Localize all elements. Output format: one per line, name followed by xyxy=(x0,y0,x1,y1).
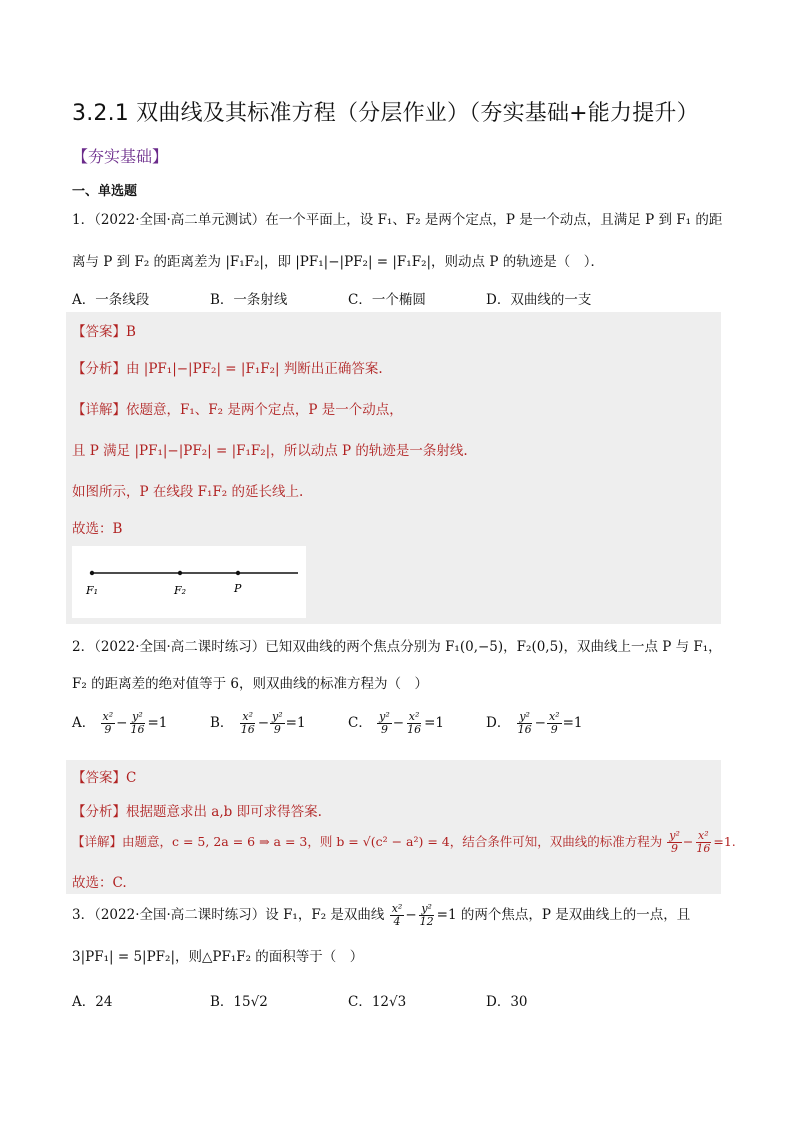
q3-eq-d1: 4 xyxy=(393,915,401,928)
sub-heading: 一、单选题 xyxy=(72,184,138,199)
q1-detail-text-3: 如图所示，P 在线段 F₁F₂ 的延长线上. xyxy=(72,484,304,500)
q1-ray-diagram xyxy=(72,546,306,618)
q1-option-d: D．双曲线的一支 xyxy=(486,292,592,308)
q2-detail: 【详解】由题意，c = 5, 2a = 6 ⇒ a = 3，则 b = √(c² − a²) = 4，结合条件可知，双曲线的标准方程为 $\frac{\text{y²}}{9}$ − $\frac{\text{x²}}{16}$ =1. xyxy=(72,829,736,855)
question-2-line-2: F₂ 的距离差的绝对值等于 6，则双曲线的标准方程为（ ） xyxy=(72,676,428,692)
q2-option-c: C． $\frac{\text{y²}}{9}$ − $\frac{\text{x²}}{16}$ =1 xyxy=(348,710,444,736)
page-title: 3.2.1 双曲线及其标准方程（分层作业）（夯实基础+能力提升） xyxy=(72,101,699,126)
q2-option-d-frac-2 xyxy=(547,711,562,736)
q2-detail-n2: x² xyxy=(698,829,709,842)
q2-option-b-frac-2 xyxy=(270,711,285,736)
q1-analysis xyxy=(72,357,383,377)
q1-analysis-tag: 【分析】 xyxy=(72,361,126,377)
label-p: P xyxy=(234,582,242,595)
q2-analysis xyxy=(72,800,322,820)
q3-eq-frac-2 xyxy=(418,903,436,928)
q1-answer-value: B xyxy=(126,324,136,340)
q2-detail-d2: 16 xyxy=(696,842,711,855)
q3-option-a: A．24 xyxy=(72,994,113,1010)
q2-a-n2: y² xyxy=(132,710,143,723)
q2-detail-frac-2 xyxy=(694,830,712,855)
q1-detail-text-1: 依题意，F₁、F₂ 是两个定点，P 是一个动点， xyxy=(126,402,403,418)
question-3-line-1b: 的两个焦点，P 是双曲线上的一点，且 xyxy=(460,907,691,923)
q2-b-n2: y² xyxy=(272,710,283,723)
q1-option-a: A．一条线段 xyxy=(72,292,150,308)
q2-option-a-frac-1 xyxy=(101,711,116,736)
q2-c-n2: x² xyxy=(408,710,420,723)
q2-detail-rhs: =1. xyxy=(713,834,736,849)
question-3-line-1a: 3．（2022·全国·高二课时练习）设 F₁，F₂ 是双曲线 xyxy=(72,907,385,923)
q3-eq-rhs: =1 xyxy=(436,907,457,923)
q3-eq-n1: x² xyxy=(391,902,403,915)
q2-a-d2: 16 xyxy=(130,723,145,736)
question-3-line-2: 3|PF₁| = 5|PF₂|，则△PF₁F₂ 的面积等于（ ） xyxy=(72,949,364,965)
q2-analysis-tag: 【分析】 xyxy=(72,804,126,820)
q1-answer-tag: 【答案】 xyxy=(72,324,126,340)
q1-answer xyxy=(72,320,136,340)
q2-d-n2: x² xyxy=(548,710,560,723)
q2-option-d-frac-1 xyxy=(516,711,534,736)
q2-solution-panel xyxy=(66,760,721,894)
q2-d-d1: 16 xyxy=(517,723,532,736)
q2-d-n1: y² xyxy=(519,710,530,723)
q3-option-c: C．12√3 xyxy=(348,994,407,1010)
q2-answer-value: C xyxy=(126,770,137,786)
q2-b-d2: 9 xyxy=(273,723,281,736)
q2-option-c-frac-2 xyxy=(405,711,423,736)
q1-analysis-text: 由 |PF₁|−|PF₂| = |F₁F₂| 判断出正确答案. xyxy=(126,361,383,377)
q2-option-c-frac-1 xyxy=(377,711,392,736)
q2-detail-tag: 【详解】 xyxy=(72,834,123,849)
q2-option-d: D． $\frac{\text{y²}}{16}$ − $\frac{\text{x²}}{9}$ =1 xyxy=(486,710,583,736)
q2-c-d2: 16 xyxy=(407,723,422,736)
label-f1: F₁ xyxy=(86,584,99,597)
q2-answer xyxy=(72,766,136,786)
q2-c-rhs: =1 xyxy=(424,715,444,731)
q3-eq-frac-1 xyxy=(390,903,405,928)
point-p xyxy=(236,571,240,575)
q2-a-n1: x² xyxy=(102,710,114,723)
q1-detail-text-2: 且 P 满足 |PF₁|−|PF₂| = |F₁F₂|，所以动点 P 的轨迹是一条射线. xyxy=(72,443,468,459)
q2-c-d1: 9 xyxy=(380,723,388,736)
q3-eq-d2: 12 xyxy=(419,915,434,928)
q2-c-n1: y² xyxy=(379,710,390,723)
q2-choose: 故选：C. xyxy=(72,875,127,891)
q1-choose: 故选：B xyxy=(72,521,123,537)
question-1-line-2: 离与 P 到 F₂ 的距离差为 |F₁F₂|，即 |PF₁|−|PF₂| = |F₁F₂|，则动点 P 的轨迹是（ ）． xyxy=(72,254,604,270)
point-f2 xyxy=(178,571,182,575)
q1-option-b: B．一条射线 xyxy=(210,292,288,308)
q2-detail-d1: 9 xyxy=(671,842,679,855)
q1-detail xyxy=(72,398,403,418)
label-f2: F₂ xyxy=(174,584,187,597)
q2-option-b-frac-1 xyxy=(239,711,257,736)
q2-a-d1: 9 xyxy=(104,723,112,736)
question-3-line-1: 3．（2022·全国·高二课时练习）设 F₁，F₂ 是双曲线 $\frac{\text{x²}}{4}$ − $\frac{\text{y²}}{12}$ =1 的两个焦点，P 是双曲线上的一点，且 xyxy=(72,902,691,928)
q2-b-d1: 16 xyxy=(240,723,255,736)
q2-option-a-label: A． xyxy=(72,715,96,731)
q2-b-n1: x² xyxy=(242,710,254,723)
q2-a-rhs: =1 xyxy=(147,715,168,731)
question-1-line-1: 1．（2022·全国·高二单元测试）在一个平面上，设 F₁、F₂ 是两个定点，P 是一个动点，且满足 P 到 F₁ 的距 xyxy=(72,212,723,228)
q2-option-b-label: B． xyxy=(210,715,234,731)
point-f1 xyxy=(90,571,94,575)
q3-option-d: D．30 xyxy=(486,994,528,1010)
q2-detail-n1: y² xyxy=(669,829,680,842)
q2-d-rhs: =1 xyxy=(562,715,583,731)
section-heading: 【夯实基础】 xyxy=(72,147,169,166)
q2-detail-text: 由题意，c = 5, 2a = 6 ⇒ a = 3，则 b = √(c² − a²) = 4，结合条件可知，双曲线的标准方程为 xyxy=(122,834,663,849)
q1-detail-tag: 【详解】 xyxy=(72,402,126,418)
q1-figure xyxy=(72,546,306,618)
q3-eq-n2: y² xyxy=(421,902,432,915)
q2-b-rhs: =1 xyxy=(285,715,306,731)
q2-option-a: A． $\frac{\text{x²}}{9}$ − $\frac{\text{y²}}{16}$ =1 xyxy=(72,710,168,736)
q2-option-b: B． $\frac{\text{x²}}{16}$ − $\frac{\text{y²}}{9}$ =1 xyxy=(210,710,306,736)
q2-answer-tag: 【答案】 xyxy=(72,770,126,786)
q2-option-c-label: C． xyxy=(348,715,372,731)
q2-detail-frac-1 xyxy=(667,830,682,855)
q1-option-c: C．一个椭圆 xyxy=(348,292,426,308)
q3-option-b: B．15√2 xyxy=(210,994,268,1010)
q2-option-a-frac-2 xyxy=(128,711,146,736)
q2-analysis-text: 根据题意求出 a,b 即可求得答案. xyxy=(126,804,322,820)
question-2-line-1: 2．（2022·全国·高二课时练习）已知双曲线的两个焦点分别为 F₁(0,−5)，F₂(0,5)，双曲线上一点 P 与 F₁， xyxy=(72,639,722,655)
q2-option-d-label: D． xyxy=(486,715,511,731)
q2-d-d2: 9 xyxy=(550,723,558,736)
